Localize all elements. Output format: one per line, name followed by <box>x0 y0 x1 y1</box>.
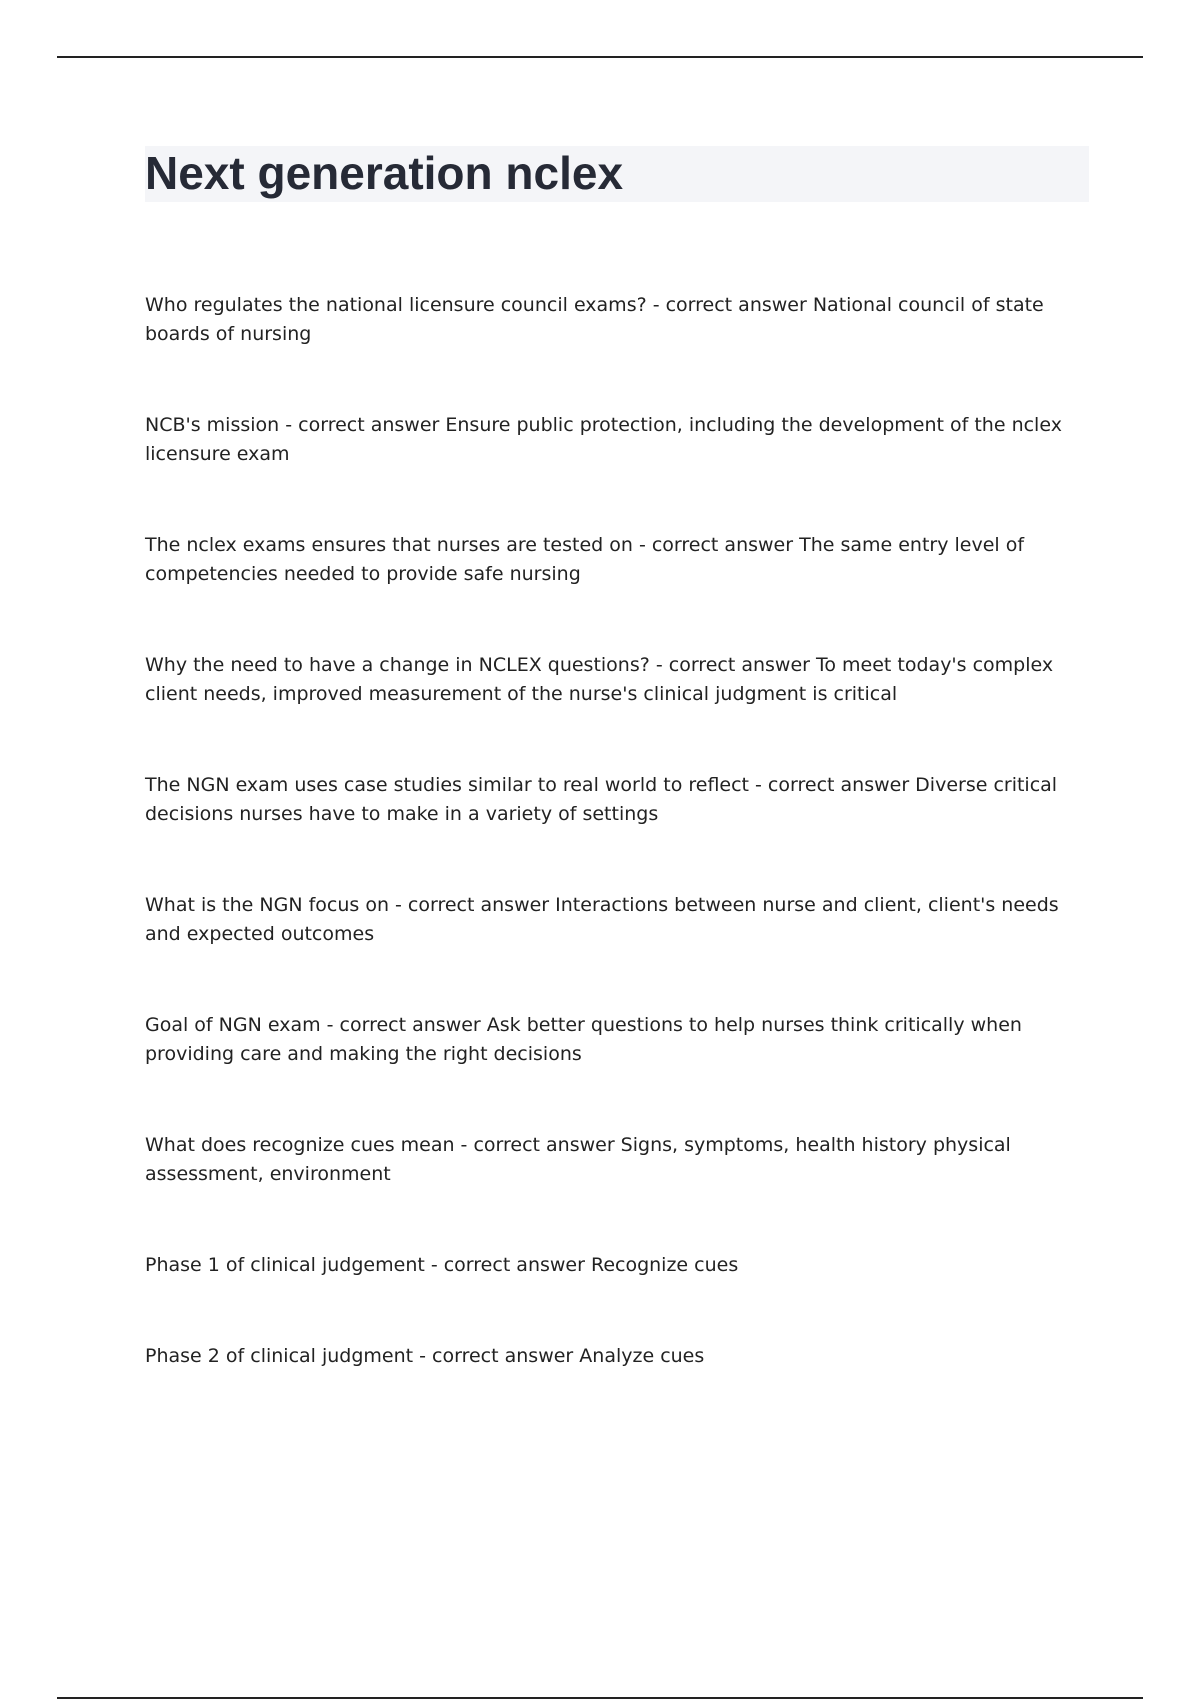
qa-item: Who regulates the national licensure council exams? - correct answer National council of state boards of nursing <box>145 294 1044 345</box>
qa-list <box>145 291 1095 1433</box>
qa-item: Goal of NGN exam - correct answer Ask better questions to help nurses think critically when providing care and making the right decisions <box>145 1014 1022 1065</box>
qa-item: NCB's mission - correct answer Ensure public protection, including the development of the nclex licensure exam <box>145 414 1062 465</box>
qa-item: The nclex exams ensures that nurses are tested on - correct answer The same entry level of competencies needed to provide safe nursing <box>145 534 1025 585</box>
bottom-rule <box>57 1697 1143 1699</box>
qa-item: Phase 1 of clinical judgement - correct answer Recognize cues <box>145 1254 739 1276</box>
qa-item: What does recognize cues mean - correct answer Signs, symptoms, health history physical assessment, environment <box>145 1134 1011 1185</box>
qa-item: Phase 2 of clinical judgment - correct answer Analyze cues <box>145 1345 705 1367</box>
document-title: Next generation nclex <box>145 147 624 199</box>
qa-item: The NGN exam uses case studies similar to real world to reflect - correct answer Diverse critical decisions nurses have to make in a variety of settings <box>145 774 1058 825</box>
qa-item: What is the NGN focus on - correct answer Interactions between nurse and client, client's needs and expected outcomes <box>145 894 1059 945</box>
qa-item: Why the need to have a change in NCLEX questions? - correct answer To meet today's complex client needs, improved measurement of the nurse's clinical judgment is critical <box>145 654 1054 705</box>
top-rule <box>57 56 1143 58</box>
